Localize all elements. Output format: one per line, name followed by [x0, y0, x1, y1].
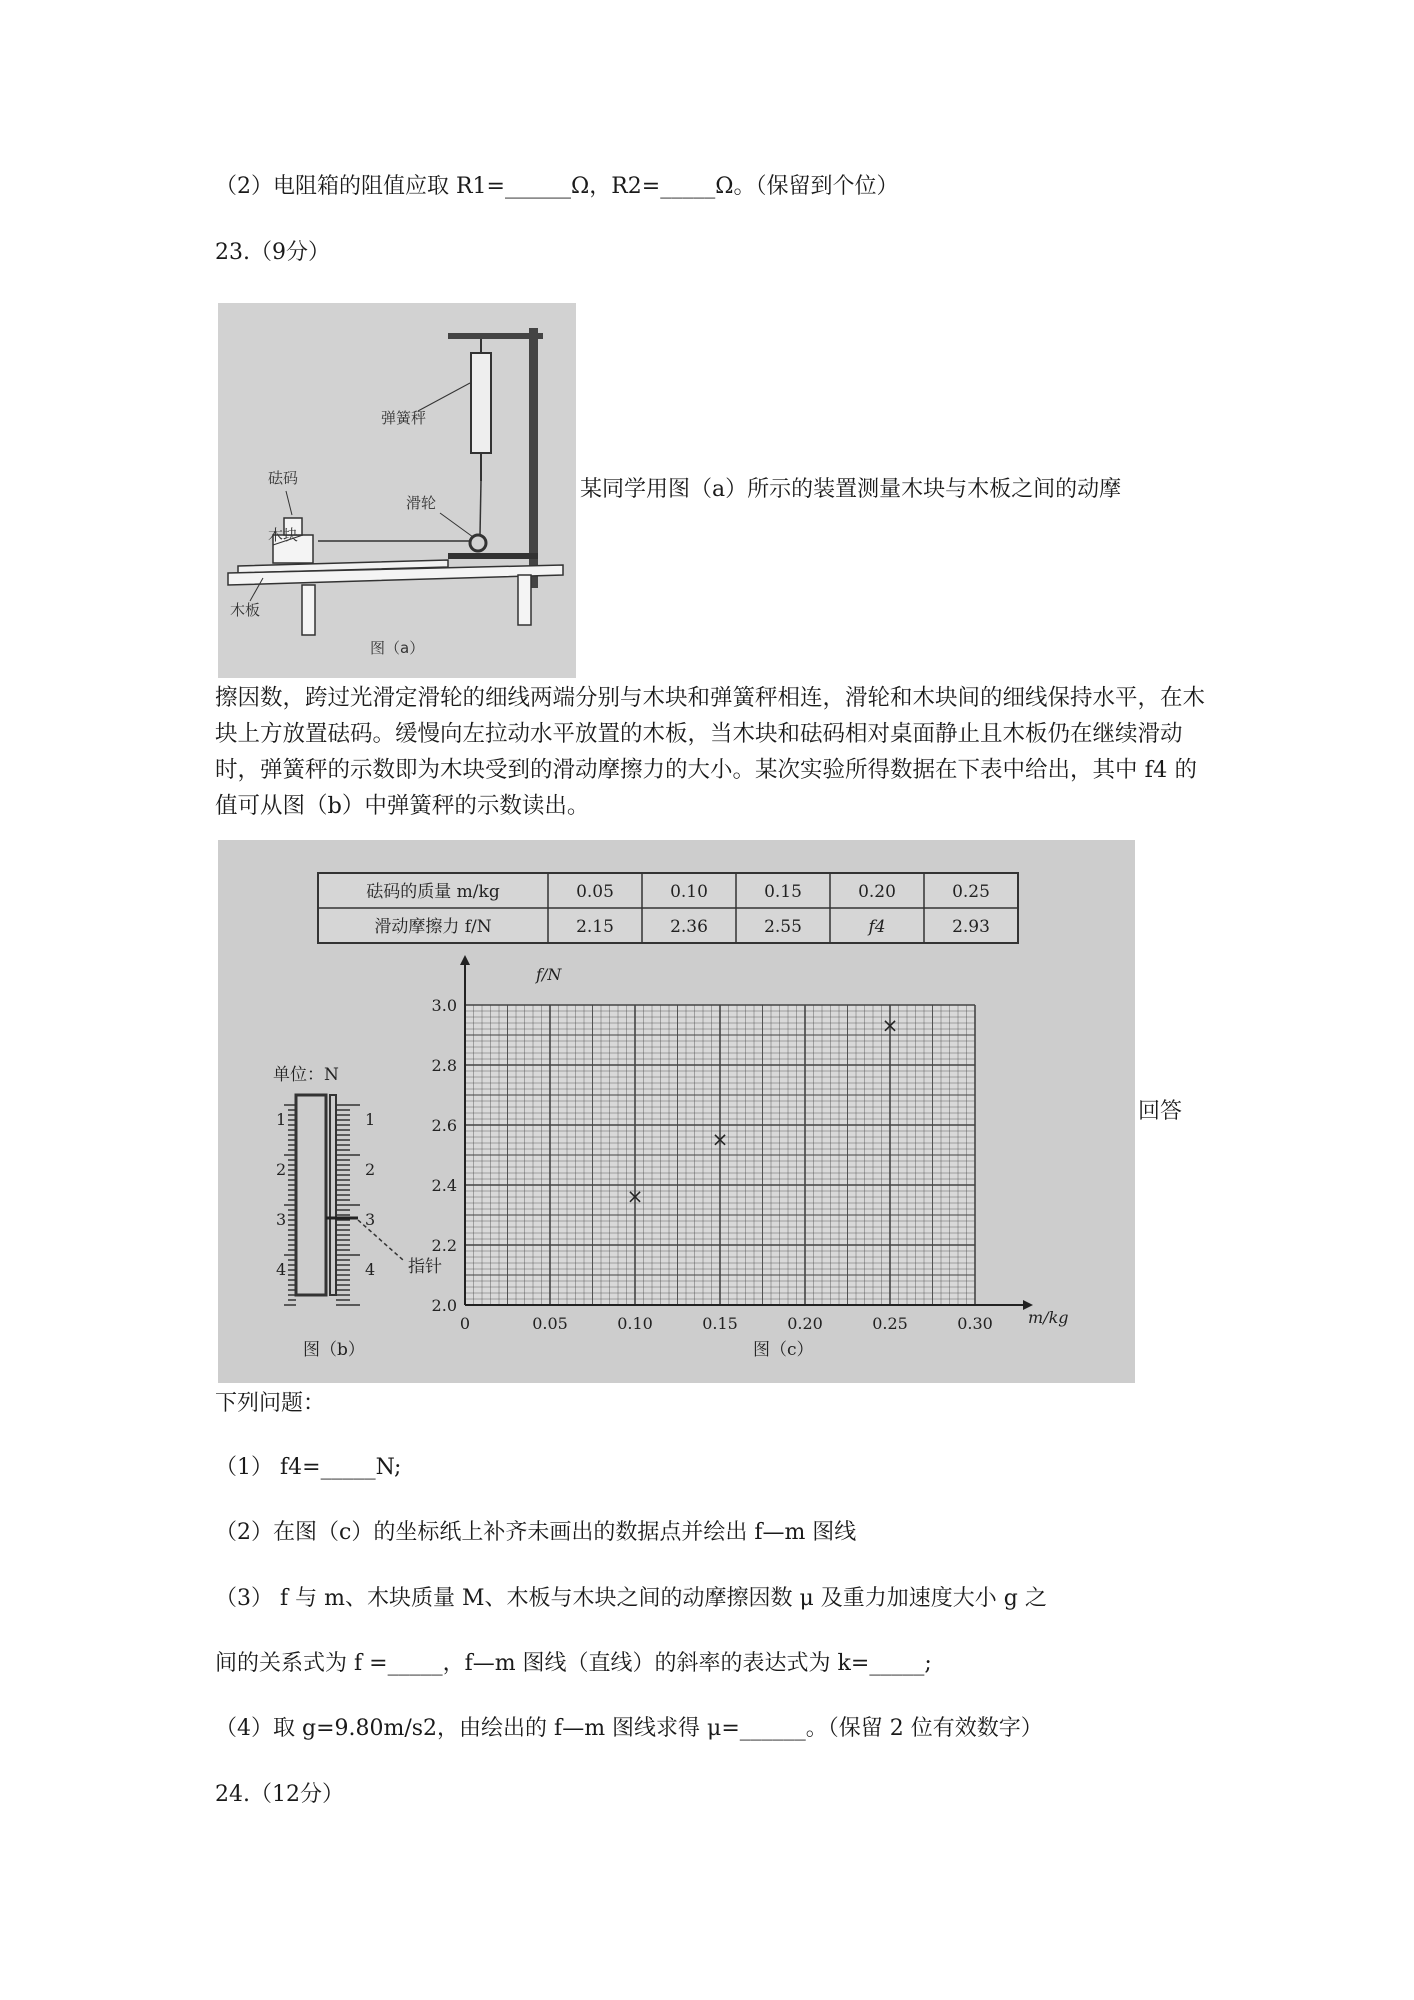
figure-c-chart — [432, 955, 1069, 1360]
x-tick-label: 0.10 — [617, 1314, 653, 1333]
y-tick-label: 3.0 — [431, 996, 457, 1015]
label-board: 木板 — [230, 601, 261, 619]
q22-part2: （2）电阻箱的阻值应取 R1=______Ω，R2=_____Ω。（保留到个位） — [215, 174, 899, 199]
q23-3b: 间的关系式为 f =_____，f—m 图线（直线）的斜率的表达式为 k=_____; — [215, 1651, 932, 1676]
data-point: × — [881, 1013, 899, 1037]
x-tick-label: 0.15 — [702, 1314, 738, 1333]
figure-table-bc — [218, 840, 1135, 1383]
q23-intro-continued: 擦因数，跨过光滑定滑轮的细线两端分别与木块和弹簧秤相连，滑轮和木块间的细线保持水平，在木块上方放置砝码。缓慢向左拉动水平放置的木板，当木块和砝码相对桌面静止且木板仍在继续滑动时，弹簧秤的示数即为木块受到的滑动摩擦力的大小。某次实验所得数据在下表中给出，其中 f4 的值可从图（b）中弹簧秤的示数读出。 — [215, 685, 1206, 819]
x-tick-label: 0 — [459, 1314, 471, 1333]
stand-arm — [448, 333, 543, 339]
x-tick-label: 0.20 — [787, 1314, 823, 1333]
q23-1: （1） f4=_____N; — [215, 1455, 402, 1480]
chart-ylabel: f/N — [536, 965, 562, 984]
q24-heading: 24.（12分） — [215, 1782, 344, 1807]
figure-b-caption: 图（b） — [303, 1340, 365, 1360]
figure-a-caption: 图（a） — [370, 639, 425, 657]
stand-pole — [529, 328, 538, 588]
q23-4: （4）取 g=9.80m/s2，由绘出的 f—m 图线求得 μ=______。（保留 2 位有效数字） — [215, 1716, 1043, 1741]
scale-tick-label: 2 — [365, 1160, 376, 1179]
table-cell: 2.15 — [576, 917, 614, 937]
label-block: 木块 — [268, 526, 299, 544]
q23-2: （2）在图（c）的坐标纸上补齐未画出的数据点并绘出 f—m 图线 — [215, 1520, 857, 1545]
figure-a — [218, 303, 576, 678]
label-weight: 砝码 — [268, 469, 299, 487]
table-cell: 2.93 — [952, 917, 990, 937]
answer-continued: 下列问题： — [215, 1391, 326, 1416]
y-tick-label: 2.0 — [431, 1296, 457, 1315]
y-tick-label: 2.4 — [431, 1176, 457, 1195]
label-spring-scale: 弹簧秤 — [381, 409, 427, 427]
table-row1-label: 砝码的质量 m/kg — [366, 882, 500, 902]
table-row2-label: 滑动摩擦力 f/N — [374, 917, 492, 937]
table-cell: 0.05 — [576, 882, 614, 902]
scale-tick-label: 1 — [276, 1110, 287, 1129]
table-cell: 0.10 — [670, 882, 708, 902]
label-pulley: 滑轮 — [406, 494, 437, 512]
table-cell: f4 — [868, 917, 886, 937]
y-tick-label: 2.2 — [431, 1236, 457, 1255]
table-cell: 0.25 — [952, 882, 990, 902]
data-point: × — [711, 1127, 729, 1151]
table-cell: 2.36 — [670, 917, 708, 937]
table-cell: 2.55 — [764, 917, 802, 937]
q23-3a: （3） f 与 m、木块质量 M、木板与木块之间的动摩擦因数 μ 及重力加速度大小 g 之 — [215, 1586, 1047, 1611]
answer-right: 回答 — [1138, 1099, 1183, 1124]
q23-heading: 23.（9分） — [215, 240, 330, 265]
chart-xlabel: m/kg — [1028, 1308, 1069, 1327]
table-cell: 0.20 — [858, 882, 896, 902]
chart-caption: 图（c） — [753, 1340, 814, 1360]
y-tick-label: 2.6 — [431, 1116, 457, 1135]
scale-tick-label: 4 — [365, 1260, 376, 1279]
scale-tick-label: 4 — [276, 1260, 287, 1279]
scale-tick-label: 1 — [365, 1110, 376, 1129]
scale-tick-label: 3 — [276, 1210, 287, 1229]
table-cell: 0.15 — [764, 882, 802, 902]
spring-scale-icon — [471, 353, 491, 453]
scale-tick-label: 3 — [365, 1210, 376, 1229]
x-tick-label: 0.05 — [532, 1314, 568, 1333]
figure-b-unit: 单位：N — [273, 1065, 339, 1085]
data-point: × — [626, 1184, 644, 1208]
data-table — [318, 873, 1018, 943]
x-tick-label: 0.25 — [872, 1314, 908, 1333]
q23-intro-right: 某同学用图（a）所示的装置测量木块与木板之间的动摩 — [580, 477, 1122, 502]
x-tick-label: 0.30 — [957, 1314, 993, 1333]
y-tick-label: 2.8 — [431, 1056, 457, 1075]
scale-tick-label: 2 — [276, 1160, 287, 1179]
pointer-label: 指针 — [408, 1257, 442, 1277]
